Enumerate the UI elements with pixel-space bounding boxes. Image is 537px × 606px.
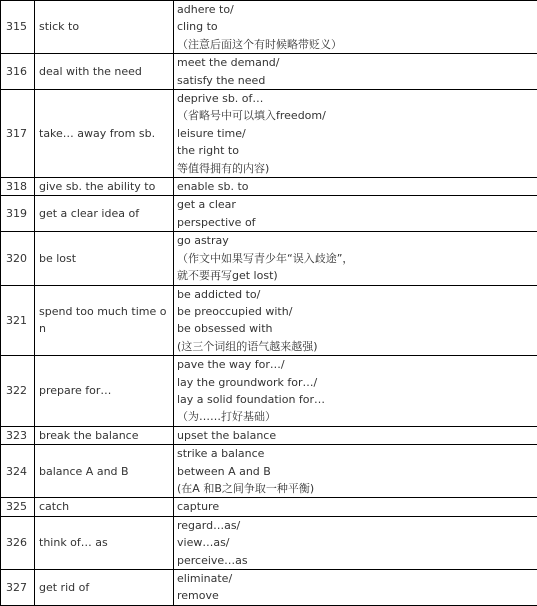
table-row — [1, 178, 537, 196]
original-phrase: be lost — [35, 232, 174, 285]
original-phrase: balance A and B — [35, 445, 174, 498]
original-phrase: think of… as — [35, 516, 174, 569]
table-row — [1, 516, 537, 569]
original-phrase: spend too much time on — [35, 285, 174, 356]
alternative-line: cling to — [177, 18, 533, 35]
alternative-line: adhere to/ — [177, 1, 533, 18]
alternative-line: get a clear — [177, 196, 533, 213]
table-row — [1, 498, 537, 516]
table-row — [1, 285, 537, 356]
alternative-line: be preoccupied with/ — [177, 303, 533, 320]
original-phrase: take… away from sb. — [35, 90, 174, 178]
alternative-expressions — [174, 445, 537, 498]
table-row — [1, 356, 537, 427]
alternative-line: upset the balance — [177, 427, 533, 444]
alternative-line: deprive sb. of… — [177, 90, 533, 107]
alternative-expressions — [174, 426, 537, 444]
table-row — [1, 54, 537, 90]
alternative-line: leisure time/ — [177, 125, 533, 142]
alternative-line: （为……打好基础） — [177, 408, 533, 425]
alternative-expressions — [174, 498, 537, 516]
entry-number: 324 — [1, 445, 35, 498]
alternative-expressions — [174, 232, 537, 285]
original-phrase: get rid of — [35, 570, 174, 606]
entry-number: 319 — [1, 196, 35, 232]
alternative-line: satisfy the need — [177, 72, 533, 89]
table-row — [1, 570, 537, 606]
alternative-expressions — [174, 1, 537, 54]
alternative-line: view…as/ — [177, 534, 533, 551]
table-row — [1, 232, 537, 285]
alternative-line: go astray — [177, 232, 533, 249]
alternative-line: (这三个词组的语气越来越强) — [177, 338, 533, 355]
original-phrase: stick to — [35, 1, 174, 54]
alternative-expressions — [174, 54, 537, 90]
original-phrase: prepare for… — [35, 356, 174, 427]
alternative-line: lay a solid foundation for… — [177, 391, 533, 408]
alternative-line: pave the way for…/ — [177, 356, 533, 373]
alternative-expressions — [174, 285, 537, 356]
alternative-expressions — [174, 196, 537, 232]
original-phrase: get a clear idea of — [35, 196, 174, 232]
table-row — [1, 90, 537, 178]
entry-number: 321 — [1, 285, 35, 356]
alternative-line: capture — [177, 498, 533, 515]
alternative-line: perceive…as — [177, 552, 533, 569]
alternative-line: regard…as/ — [177, 517, 533, 534]
table-row — [1, 1, 537, 54]
alternative-line: 就不要再写get lost) — [177, 267, 533, 284]
alternative-line: lay the groundwork for…/ — [177, 374, 533, 391]
alternative-line: 等值得拥有的内容) — [177, 160, 533, 177]
alternative-line: meet the demand/ — [177, 54, 533, 71]
entry-number: 316 — [1, 54, 35, 90]
alternative-line: the right to — [177, 142, 533, 159]
entry-number: 317 — [1, 90, 35, 178]
alternative-line: remove — [177, 587, 533, 604]
alternative-line: (在A 和B之间争取一种平衡) — [177, 480, 533, 497]
alternative-line: be addicted to/ — [177, 286, 533, 303]
entry-number: 315 — [1, 1, 35, 54]
alternative-line: eliminate/ — [177, 570, 533, 587]
original-phrase: deal with the need — [35, 54, 174, 90]
alternative-expressions — [174, 516, 537, 569]
alternative-expressions — [174, 90, 537, 178]
entry-number: 323 — [1, 426, 35, 444]
entry-number: 322 — [1, 356, 35, 427]
table-row — [1, 196, 537, 232]
table-row — [1, 445, 537, 498]
alternative-line: enable sb. to — [177, 178, 533, 195]
original-phrase: catch — [35, 498, 174, 516]
vocabulary-table-body — [1, 1, 537, 606]
entry-number: 327 — [1, 570, 35, 606]
alternative-expressions — [174, 570, 537, 606]
original-phrase: give sb. the ability to — [35, 178, 174, 196]
alternative-line: strike a balance — [177, 445, 533, 462]
entry-number: 325 — [1, 498, 35, 516]
alternative-line: （作文中如果写青少年“误入歧途”， — [177, 250, 533, 267]
alternative-line: be obsessed with — [177, 320, 533, 337]
alternative-line: perspective of — [177, 214, 533, 231]
alternative-expressions — [174, 356, 537, 427]
entry-number: 320 — [1, 232, 35, 285]
original-phrase: break the balance — [35, 426, 174, 444]
alternative-line: （注意后面这个有时候略带贬义） — [177, 36, 533, 53]
entry-number: 318 — [1, 178, 35, 196]
alternative-expressions — [174, 178, 537, 196]
alternative-line: between A and B — [177, 463, 533, 480]
entry-number: 326 — [1, 516, 35, 569]
alternative-line: （省略号中可以填入freedom/ — [177, 107, 533, 124]
table-row — [1, 426, 537, 444]
